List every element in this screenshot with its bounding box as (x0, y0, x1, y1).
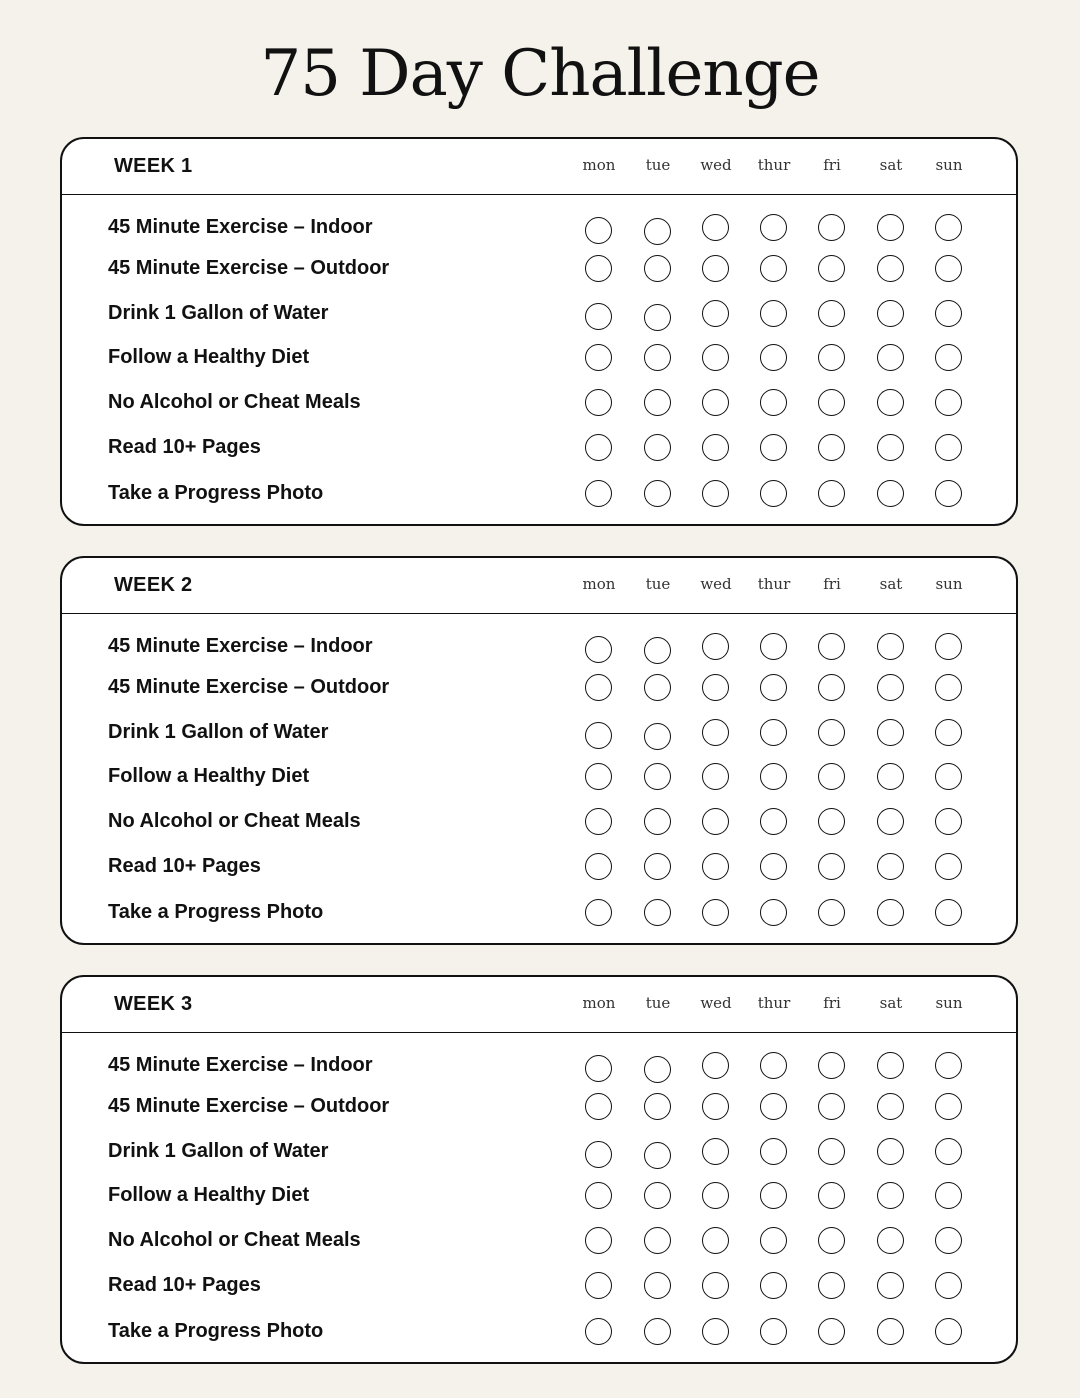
task-row (62, 1225, 1016, 1255)
checkbox-fri[interactable] (818, 300, 845, 327)
checkbox-sat[interactable] (877, 853, 904, 880)
checkbox-thur[interactable] (760, 214, 787, 241)
checkbox-wed[interactable] (702, 1138, 729, 1165)
checkbox-sat[interactable] (877, 633, 904, 660)
task-row (62, 253, 1016, 283)
checkbox-sun[interactable] (935, 1318, 962, 1345)
checkbox-thur[interactable] (760, 1182, 787, 1209)
checkbox-sun[interactable] (935, 808, 962, 835)
checkbox-sat[interactable] (877, 1138, 904, 1165)
checkbox-fri[interactable] (818, 214, 845, 241)
checkbox-sat[interactable] (877, 434, 904, 461)
task-row (62, 672, 1016, 702)
checkbox-wed[interactable] (702, 1318, 729, 1345)
checkbox-thur[interactable] (760, 1093, 787, 1120)
checkbox-tue[interactable] (644, 480, 671, 507)
checkbox-fri[interactable] (818, 1318, 845, 1345)
checkbox-sun[interactable] (935, 300, 962, 327)
checkbox-tue[interactable] (644, 1056, 671, 1083)
day-label-sun: sun (935, 156, 963, 174)
task-label: 45 Minute Exercise – Indoor (108, 635, 373, 657)
checkbox-mon[interactable] (585, 1318, 612, 1345)
checkbox-wed[interactable] (702, 434, 729, 461)
week-header (62, 558, 1016, 614)
checkbox-wed[interactable] (702, 719, 729, 746)
checkbox-sat[interactable] (877, 674, 904, 701)
task-label: Read 10+ Pages (108, 855, 261, 877)
checkbox-tue[interactable] (644, 1272, 671, 1299)
checkbox-fri[interactable] (818, 1052, 845, 1079)
task-label: Follow a Healthy Diet (108, 765, 310, 787)
task-row (62, 387, 1016, 417)
checkbox-wed[interactable] (702, 633, 729, 660)
checkbox-fri[interactable] (818, 763, 845, 790)
page-title: 75 Day Challenge (260, 37, 820, 111)
checkbox-mon[interactable] (585, 217, 612, 244)
checkbox-fri[interactable] (818, 480, 845, 507)
checkbox-sun[interactable] (935, 255, 962, 282)
checkbox-mon[interactable] (585, 1055, 612, 1082)
task-row (62, 1091, 1016, 1121)
checkbox-fri[interactable] (818, 1272, 845, 1299)
checkbox-tue[interactable] (644, 1227, 671, 1254)
checkbox-mon[interactable] (585, 636, 612, 663)
checkbox-fri[interactable] (818, 1227, 845, 1254)
checkbox-tue[interactable] (644, 218, 671, 245)
checkbox-tue[interactable] (644, 763, 671, 790)
task-label: Take a Progress Photo (108, 901, 324, 923)
day-label-fri: fri (823, 994, 841, 1012)
checkbox-thur[interactable] (760, 853, 787, 880)
task-row (62, 432, 1016, 462)
task-row (62, 717, 1016, 747)
week-label: WEEK 1 (114, 155, 193, 177)
checkbox-fri[interactable] (818, 389, 845, 416)
task-label: Drink 1 Gallon of Water (108, 302, 329, 324)
checkbox-mon[interactable] (585, 1182, 612, 1209)
checkbox-fri[interactable] (818, 1182, 845, 1209)
checkbox-sat[interactable] (877, 480, 904, 507)
checkbox-thur[interactable] (760, 763, 787, 790)
checkbox-thur[interactable] (760, 674, 787, 701)
day-label-sun: sun (935, 994, 963, 1012)
checkbox-wed[interactable] (702, 1272, 729, 1299)
checkbox-wed[interactable] (702, 1227, 729, 1254)
checkbox-thur[interactable] (760, 1227, 787, 1254)
day-label-thur: thur (757, 156, 791, 174)
task-label: 45 Minute Exercise – Indoor (108, 216, 373, 238)
day-label-fri: fri (823, 156, 841, 174)
checkbox-tue[interactable] (644, 1142, 671, 1169)
day-label-sat: sat (879, 156, 903, 174)
checkbox-wed[interactable] (702, 480, 729, 507)
checkbox-tue[interactable] (644, 637, 671, 664)
task-label: No Alcohol or Cheat Meals (108, 391, 361, 413)
week-label: WEEK 2 (114, 574, 193, 596)
task-row (62, 342, 1016, 372)
checkbox-wed[interactable] (702, 300, 729, 327)
task-label: Follow a Healthy Diet (108, 346, 310, 368)
task-row (62, 212, 1016, 242)
checkbox-sun[interactable] (935, 1272, 962, 1299)
checkbox-sat[interactable] (877, 1318, 904, 1345)
checkbox-mon[interactable] (585, 480, 612, 507)
task-label: No Alcohol or Cheat Meals (108, 810, 361, 832)
week-card (60, 975, 1018, 1364)
week-card (60, 556, 1018, 945)
task-label: 45 Minute Exercise – Outdoor (108, 676, 390, 698)
checkbox-sun[interactable] (935, 853, 962, 880)
task-row (62, 761, 1016, 791)
checkbox-thur[interactable] (760, 1318, 787, 1345)
day-label-fri: fri (823, 575, 841, 593)
checkbox-mon[interactable] (585, 1227, 612, 1254)
checkbox-sun[interactable] (935, 763, 962, 790)
checkbox-tue[interactable] (644, 808, 671, 835)
task-row (62, 298, 1016, 328)
task-label: 45 Minute Exercise – Outdoor (108, 1095, 390, 1117)
task-row (62, 1270, 1016, 1300)
checkbox-fri[interactable] (818, 853, 845, 880)
checkbox-thur[interactable] (760, 1272, 787, 1299)
checkbox-thur[interactable] (760, 300, 787, 327)
checkbox-wed[interactable] (702, 214, 729, 241)
checkbox-sat[interactable] (877, 1227, 904, 1254)
checkbox-tue[interactable] (644, 1093, 671, 1120)
day-label-mon: mon (582, 994, 616, 1012)
task-row (62, 1136, 1016, 1166)
checkbox-fri[interactable] (818, 434, 845, 461)
checkbox-sat[interactable] (877, 719, 904, 746)
day-label-sun: sun (935, 575, 963, 593)
checkbox-tue[interactable] (644, 255, 671, 282)
checkbox-thur[interactable] (760, 434, 787, 461)
checkbox-mon[interactable] (585, 853, 612, 880)
checkbox-wed[interactable] (702, 899, 729, 926)
checkbox-wed[interactable] (702, 763, 729, 790)
checkbox-sun[interactable] (935, 389, 962, 416)
checkbox-mon[interactable] (585, 344, 612, 371)
day-label-sat: sat (879, 994, 903, 1012)
checkbox-fri[interactable] (818, 719, 845, 746)
checkbox-mon[interactable] (585, 389, 612, 416)
week-card (60, 137, 1018, 526)
checkbox-tue[interactable] (644, 304, 671, 331)
checkbox-mon[interactable] (585, 722, 612, 749)
task-label: Take a Progress Photo (108, 1320, 324, 1342)
checkbox-fri[interactable] (818, 808, 845, 835)
checkbox-mon[interactable] (585, 1272, 612, 1299)
checkbox-mon[interactable] (585, 303, 612, 330)
checkbox-sat[interactable] (877, 1272, 904, 1299)
task-label: Drink 1 Gallon of Water (108, 721, 329, 743)
checkbox-thur[interactable] (760, 480, 787, 507)
task-label: Drink 1 Gallon of Water (108, 1140, 329, 1162)
checkbox-wed[interactable] (702, 853, 729, 880)
task-row (62, 1180, 1016, 1210)
task-label: 45 Minute Exercise – Indoor (108, 1054, 373, 1076)
checkbox-fri[interactable] (818, 674, 845, 701)
checkbox-mon[interactable] (585, 674, 612, 701)
checkbox-thur[interactable] (760, 389, 787, 416)
task-row (62, 478, 1016, 508)
checkbox-sun[interactable] (935, 1052, 962, 1079)
task-row (62, 897, 1016, 927)
day-label-sat: sat (879, 575, 903, 593)
checkbox-mon[interactable] (585, 763, 612, 790)
day-label-wed: wed (700, 994, 732, 1012)
checkbox-tue[interactable] (644, 1318, 671, 1345)
checkbox-tue[interactable] (644, 674, 671, 701)
checkbox-wed[interactable] (702, 344, 729, 371)
day-label-tue: tue (645, 994, 671, 1012)
checkbox-mon[interactable] (585, 434, 612, 461)
checkbox-sat[interactable] (877, 389, 904, 416)
checkbox-thur[interactable] (760, 1138, 787, 1165)
checkbox-tue[interactable] (644, 1182, 671, 1209)
day-label-mon: mon (582, 575, 616, 593)
day-label-wed: wed (700, 575, 732, 593)
checkbox-tue[interactable] (644, 434, 671, 461)
task-row (62, 1316, 1016, 1346)
checkbox-thur[interactable] (760, 1052, 787, 1079)
checkbox-sat[interactable] (877, 255, 904, 282)
checkbox-sun[interactable] (935, 1182, 962, 1209)
checkbox-tue[interactable] (644, 853, 671, 880)
task-row (62, 851, 1016, 881)
checkbox-sat[interactable] (877, 300, 904, 327)
checkbox-sun[interactable] (935, 899, 962, 926)
task-row (62, 1050, 1016, 1080)
checkbox-sun[interactable] (935, 719, 962, 746)
checkbox-thur[interactable] (760, 344, 787, 371)
checkbox-sat[interactable] (877, 808, 904, 835)
week-label: WEEK 3 (114, 993, 193, 1015)
checkbox-sat[interactable] (877, 1052, 904, 1079)
checkbox-fri[interactable] (818, 1138, 845, 1165)
checkbox-fri[interactable] (818, 633, 845, 660)
day-label-tue: tue (645, 575, 671, 593)
week-header (62, 977, 1016, 1033)
task-label: Read 10+ Pages (108, 436, 261, 458)
checkbox-wed[interactable] (702, 1052, 729, 1079)
checkbox-sat[interactable] (877, 899, 904, 926)
task-label: No Alcohol or Cheat Meals (108, 1229, 361, 1251)
checkbox-wed[interactable] (702, 255, 729, 282)
checkbox-tue[interactable] (644, 389, 671, 416)
checkbox-sun[interactable] (935, 674, 962, 701)
checkbox-sun[interactable] (935, 1093, 962, 1120)
task-label: Read 10+ Pages (108, 1274, 261, 1296)
checkbox-thur[interactable] (760, 808, 787, 835)
checkbox-sat[interactable] (877, 214, 904, 241)
checkbox-thur[interactable] (760, 255, 787, 282)
checkbox-thur[interactable] (760, 899, 787, 926)
checkbox-tue[interactable] (644, 899, 671, 926)
checkbox-mon[interactable] (585, 255, 612, 282)
checkbox-sun[interactable] (935, 434, 962, 461)
task-label: 45 Minute Exercise – Outdoor (108, 257, 390, 279)
checkbox-sun[interactable] (935, 214, 962, 241)
checkbox-wed[interactable] (702, 808, 729, 835)
checkbox-sat[interactable] (877, 1182, 904, 1209)
checkbox-sun[interactable] (935, 1227, 962, 1254)
day-label-wed: wed (700, 156, 732, 174)
checkbox-sat[interactable] (877, 763, 904, 790)
task-row (62, 806, 1016, 836)
checkbox-wed[interactable] (702, 1182, 729, 1209)
checkbox-wed[interactable] (702, 674, 729, 701)
checkbox-sat[interactable] (877, 1093, 904, 1120)
checkbox-fri[interactable] (818, 899, 845, 926)
task-label: Follow a Healthy Diet (108, 1184, 310, 1206)
checkbox-thur[interactable] (760, 633, 787, 660)
day-label-tue: tue (645, 156, 671, 174)
checkbox-fri[interactable] (818, 344, 845, 371)
checkbox-thur[interactable] (760, 719, 787, 746)
checkbox-sun[interactable] (935, 1138, 962, 1165)
task-label: Take a Progress Photo (108, 482, 324, 504)
checkbox-wed[interactable] (702, 1093, 729, 1120)
checkbox-wed[interactable] (702, 389, 729, 416)
checkbox-tue[interactable] (644, 723, 671, 750)
checkbox-mon[interactable] (585, 899, 612, 926)
checkbox-sun[interactable] (935, 480, 962, 507)
checkbox-fri[interactable] (818, 255, 845, 282)
checkbox-mon[interactable] (585, 1141, 612, 1168)
checkbox-sun[interactable] (935, 344, 962, 371)
checkbox-mon[interactable] (585, 1093, 612, 1120)
day-label-thur: thur (757, 575, 791, 593)
checkbox-tue[interactable] (644, 344, 671, 371)
checkbox-sat[interactable] (877, 344, 904, 371)
week-header (62, 139, 1016, 195)
checkbox-sun[interactable] (935, 633, 962, 660)
day-label-mon: mon (582, 156, 616, 174)
checkbox-fri[interactable] (818, 1093, 845, 1120)
day-label-thur: thur (757, 994, 791, 1012)
task-row (62, 631, 1016, 661)
checkbox-mon[interactable] (585, 808, 612, 835)
